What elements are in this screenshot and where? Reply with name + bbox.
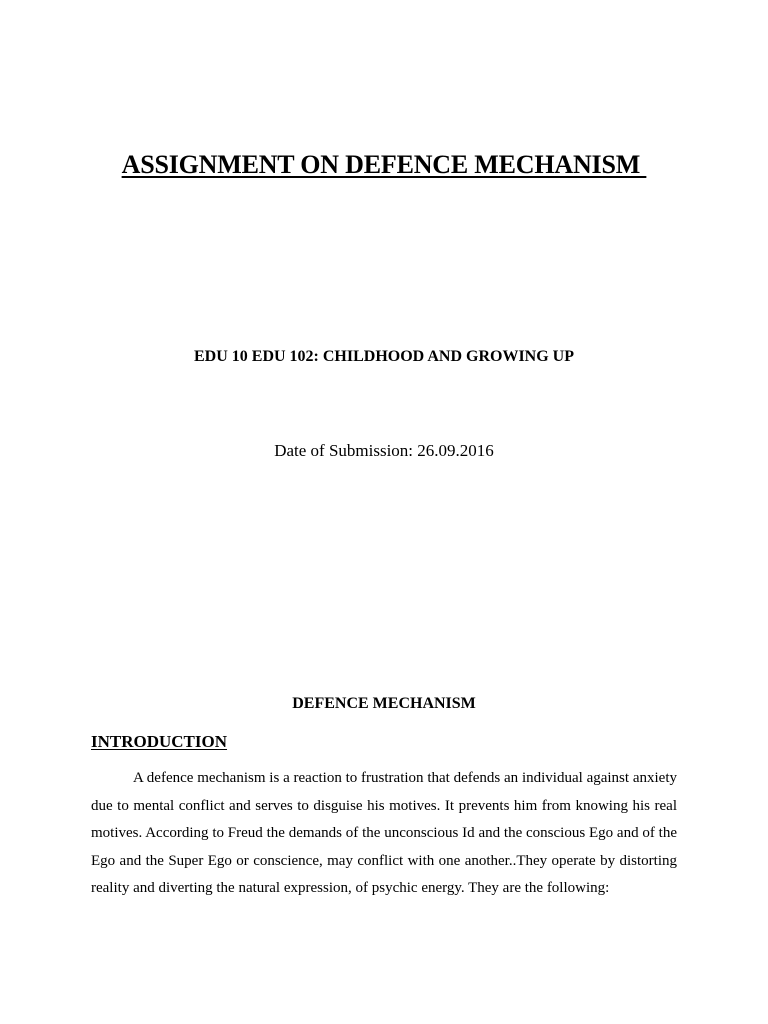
course-name: EDU 10 EDU 102: CHILDHOOD AND GROWING UP: [193, 348, 574, 365]
introduction-paragraph: A defence mechanism is a reaction to frustration that defends an individual against anxiety due to mental conflict and serves to disguise his motives. It prevents him from knowing his real motives. According to Freud the demands of the unconscious Id and the conscious Ego and of the Ego and the Super Ego or conscience, may conflict with one another..They operate by distorting reality and diverting the natural expression, of psychic energy. They are the following:: [91, 770, 677, 896]
introduction-heading: INTRODUCTION: [91, 732, 228, 751]
submission-date: Date of Submission: 26.09.2016: [274, 441, 494, 460]
section-heading: DEFENCE MECHANISM: [292, 695, 476, 712]
assignment-title: ASSIGNMENT ON DEFENCE MECHANISM: [121, 150, 647, 179]
